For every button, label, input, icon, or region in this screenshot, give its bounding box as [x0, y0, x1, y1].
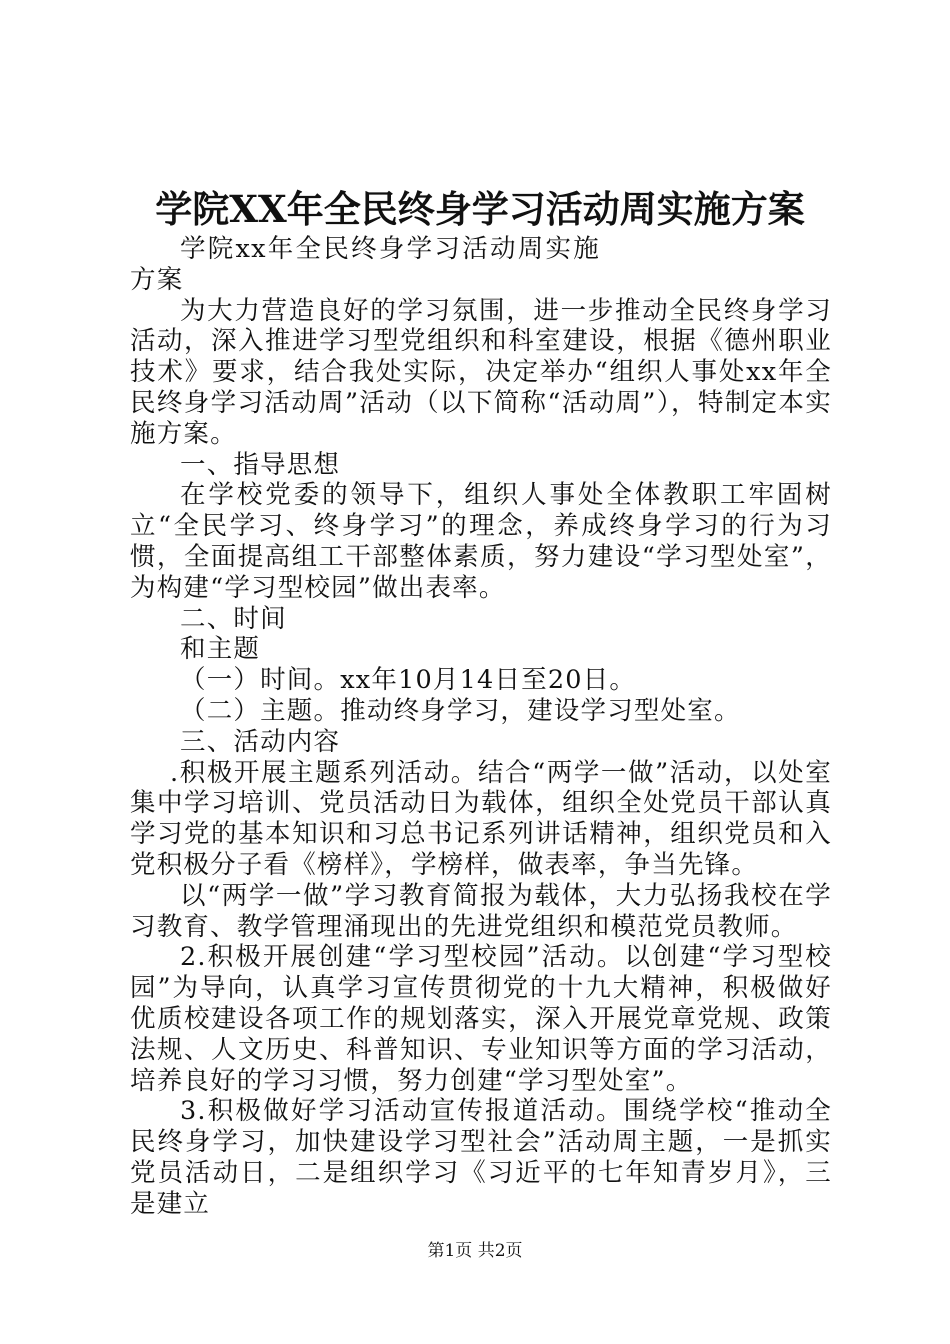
- activity-3-paragraph: 3.积极做好学习活动宣传报道活动。围绕学校“推动全民终身学习，加快建设学习型社会”活动周主题，一是抓实党员活动日，二是组织学习《习近平的七年知青岁月》，三是建立: [130, 1096, 832, 1219]
- document-body: [130, 234, 832, 1220]
- guiding-ideology-paragraph: 在学校党委的领导下，组织人事处全体教职工牢固树立“全民学习、终身学习”的理念，养成终身学习的行为习惯，全面提高组工干部整体素质，努力建设“学习型处室”，为构建“学习型校园”做出表率。: [130, 480, 832, 603]
- document-title: 学院XX年全民终身学习活动周实施方案: [155, 187, 805, 231]
- subtitle-paragraph: 学院xx年全民终身学习活动周实施方案: [130, 234, 600, 295]
- intro-paragraph: 为大力营造良好的学习氛围，进一步推动全民终身学习活动，深入推进学习型党组织和科室建设，根据《德州职业技术》要求，结合我处实际，决定举办“组织人事处xx年全民终身学习活动周”活动（以下简称“活动周”），特制定本实施方案。: [130, 295, 832, 449]
- section-heading-time: 二、时间: [180, 603, 287, 634]
- section-heading-theme: 和主题: [180, 634, 261, 665]
- activity-1-paragraph: .积极开展主题系列活动。结合“两学一做”活动，以处室集中学习培训、党员活动日为载体，组织全处党员干部认真学习党的基本知识和习总书记系列讲话精神，组织党员和入党积极分子看《榜样》，学榜样，做表率，争当先锋。: [130, 757, 832, 880]
- section-heading-guiding-ideology: 一、指导思想: [180, 449, 341, 480]
- theme-paragraph: （二）主题。推动终身学习，建设学习型处室。: [180, 695, 741, 726]
- briefing-paragraph: 以“两学一做”学习教育简报为载体，大力弘扬我校在学习教育、教学管理涌现出的先进党组织和模范党员教师。: [130, 880, 832, 942]
- page-footer: 第1页 共2页: [427, 1241, 523, 1261]
- section-heading-activities: 三、活动内容: [180, 726, 341, 757]
- activity-2-paragraph: 2.积极开展创建“学习型校园”活动。以创建“学习型校园”为导向，认真学习宣传贯彻党的十九大精神，积极做好优质校建设各项工作的规划落实，深入开展党章党规、政策法规、人文历史、科普知识、专业知识等方面的学习活动，培养良好的学习习惯，努力创建“学习型处室”。: [130, 942, 832, 1096]
- time-paragraph: （一）时间。xx年10月14日至20日。: [180, 665, 637, 696]
